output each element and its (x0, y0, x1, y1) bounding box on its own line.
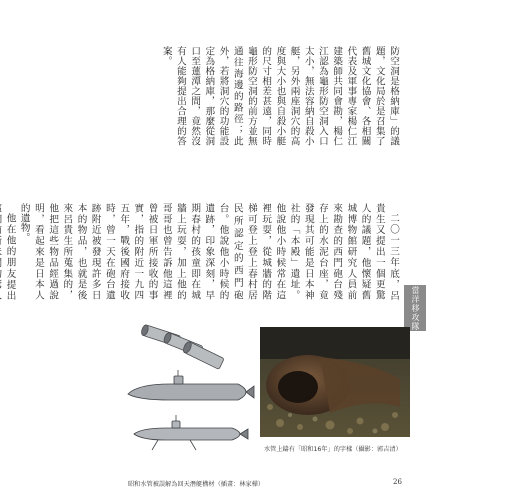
photo-caption: 水管上鑄有「昭和16年」的字樣（攝影：郭吉清） (264, 446, 402, 453)
pipe-sketch-illustration (120, 322, 260, 472)
body-text-upper (114, 46, 400, 146)
pipe-photograph (260, 327, 410, 437)
submarine-sketch-1 (128, 370, 254, 400)
paragraph-2: 二〇一三年底，呂貴生又提出一個更驚人的議題，他懷疑舊城博物館研究人員前來勘查的西門砲台殘存上的水泥台座，竟發現其可能是日本神社的「本殿」遺址。他說他小時候常在這裡玩耍，從城牆的階梯可登上登上春村居民所認定的西門砲台。他說他小時候的遺跡，印象深刻，早期春村的孩童即在城牆上玩耍，加上他的哥哥也曾告訴他這裡曾被日軍所接收的事實，指的附近一九四五年，戰後國府接收時，曾一天在砲台遺跡附近被發現許多日本的物品，也就是後來呂貴生所蒐集的，他把這些物品經過說明，看起來是日本人的遺物。 (18, 203, 399, 300)
chapter-tab: 當洋移攻隊 (404, 285, 426, 331)
submarine-sketch-2 (134, 415, 248, 450)
photo-image (260, 327, 410, 437)
sketch-caption: 昭和水管被誤解為回天潛艇構材（插畫：林家樺） (128, 481, 265, 488)
paragraph-3: 他在他的朋友提出 (4, 212, 16, 300)
pipe-segments (140, 324, 224, 369)
page-number: 26 (393, 478, 402, 486)
paragraph-1: 防空洞是格納庫」的議題，文化局於是召集了舊城文化協會、各相關代表及軍事專家楊仁江建築師共同會勘，楊仁江認為龜形防空洞入口太小，無法容納自殺小艇，另外兩座洞穴的高度與大小也與自殺小艇的尺寸相差甚遠，同時龜形防空洞的前方並無通往海邊的路徑；此外，若將洞穴的功能設定為格納庫，那麼從洞口至蓮潭之間，竟然沒有人能夠提出合理的答案。 (160, 46, 399, 146)
body-text-lower (4, 203, 400, 300)
